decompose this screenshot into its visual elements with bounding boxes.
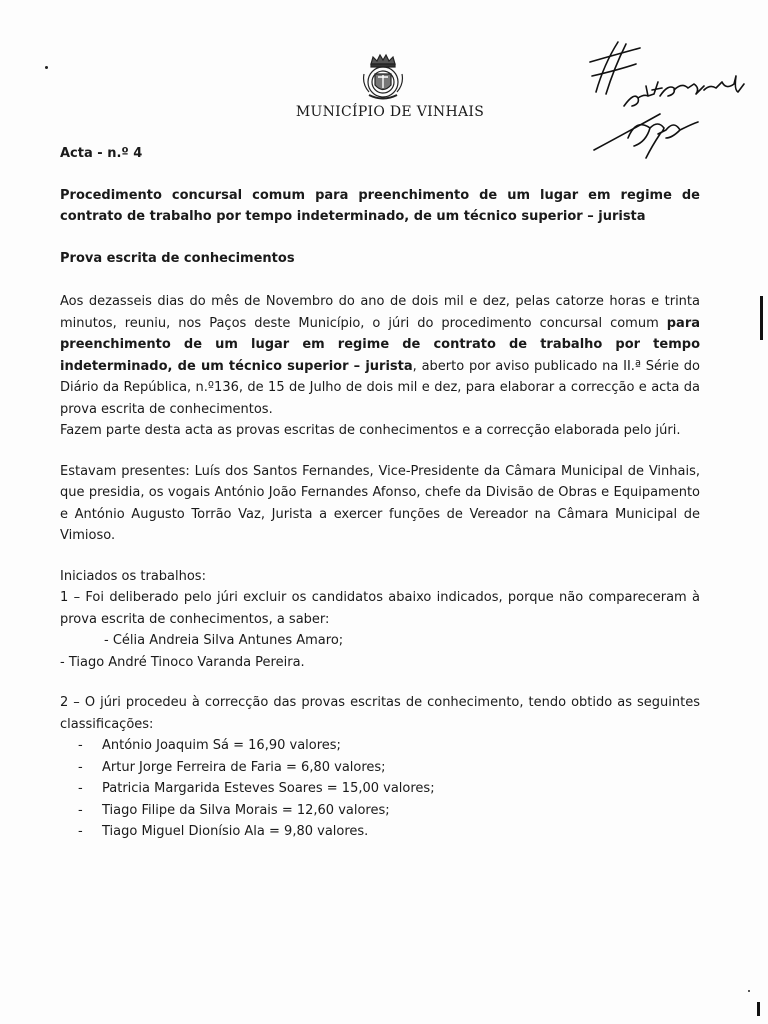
- classification-text: António Joaquim Sá = 16,90 valores;: [102, 738, 341, 753]
- meeting-paragraph-text: Aos dezasseis dias do mês de Novembro do ano de dois mil e dez, pelas catorze horas e trinta minutos, reuniu, nos Paços deste Município, o júri do procedimento concursal comum: [60, 294, 700, 331]
- excluded-candidate: - Tiago André Tinoco Varanda Pereira.: [60, 654, 305, 670]
- item-1-text: 1 – Foi deliberado pelo júri excluir os candidatos abaixo indicados, porque não compareceram à prova escrita de conhecimentos, a saber:: [60, 590, 700, 627]
- document-body: [60, 143, 700, 843]
- classification-list: [60, 735, 700, 843]
- meeting-paragraph-bold: para preenchimento de um lugar em regime de contrato de trabalho por tempo indeterminado, de um técnico superior – jurista: [60, 315, 700, 374]
- scan-edge-mark: [760, 296, 763, 340]
- attendees-paragraph: Estavam presentes: Luís dos Santos Fernandes, Vice-Presidente da Câmara Municipal de Vinhais, que presidia, os vogais António João Fernandes Afonso, chefe da Divisão de Obras e Equipamento e António Augusto Torrão Vaz, Jurista a exercer funções de Vereador na Câmara Municipal de Vimioso.: [60, 463, 700, 543]
- classification-item: [60, 821, 700, 843]
- classification-text: Tiago Filipe da Silva Morais = 12,60 valores;: [102, 802, 390, 818]
- classification-item: [60, 735, 700, 757]
- exam-title: Prova escrita de conhecimentos: [60, 250, 295, 266]
- classification-text: Artur Jorge Ferreira de Faria = 6,80 valores;: [102, 759, 386, 775]
- list-dash: -: [78, 802, 83, 818]
- scan-speck: [45, 66, 48, 69]
- scan-speck: [748, 990, 750, 992]
- municipal-coat-of-arms-logo: [360, 52, 406, 102]
- classification-text: Tiago Miguel Dionísio Ala = 9,80 valores.: [102, 824, 369, 839]
- scan-edge-mark: [757, 1002, 760, 1016]
- meeting-paragraph: [60, 291, 700, 420]
- meeting-paragraph-text-end: , aberto por aviso publicado na II.ª Série do Diário da República, n.º136, de 15 de Julho de dois mil e dez, para elaborar a correcção e acta da prova escrita de conhecimentos.: [60, 358, 700, 417]
- acta-contents-paragraph: Fazem parte desta acta as provas escritas de conhecimentos e a correcção elaborada pelo júri.: [60, 423, 681, 438]
- acta-number: Acta - n.º 4: [60, 146, 143, 161]
- list-dash: -: [78, 759, 83, 775]
- list-dash: -: [78, 781, 83, 796]
- excluded-candidate: - Célia Andreia Silva Antunes Amaro;: [104, 633, 344, 648]
- work-started-line: Iniciados os trabalhos:: [60, 568, 206, 584]
- municipality-heading: MUNICÍPIO DE VINHAIS: [295, 104, 485, 120]
- item-2-text: 2 – O júri procedeu à correcção das provas escritas de conhecimento, tendo obtido as seguintes classificações:: [60, 695, 700, 732]
- procedure-title: Procedimento concursal comum para preenchimento de um lugar em regime de contrato de trabalho por tempo indeterminado, de um técnico superior – jurista: [60, 187, 700, 224]
- classification-text: Patricia Margarida Esteves Soares = 15,00 valores;: [102, 781, 435, 796]
- classification-item: [60, 800, 700, 822]
- classification-item: [60, 757, 700, 779]
- list-dash: -: [78, 738, 83, 753]
- list-dash: -: [78, 824, 83, 839]
- classification-item: [60, 778, 700, 800]
